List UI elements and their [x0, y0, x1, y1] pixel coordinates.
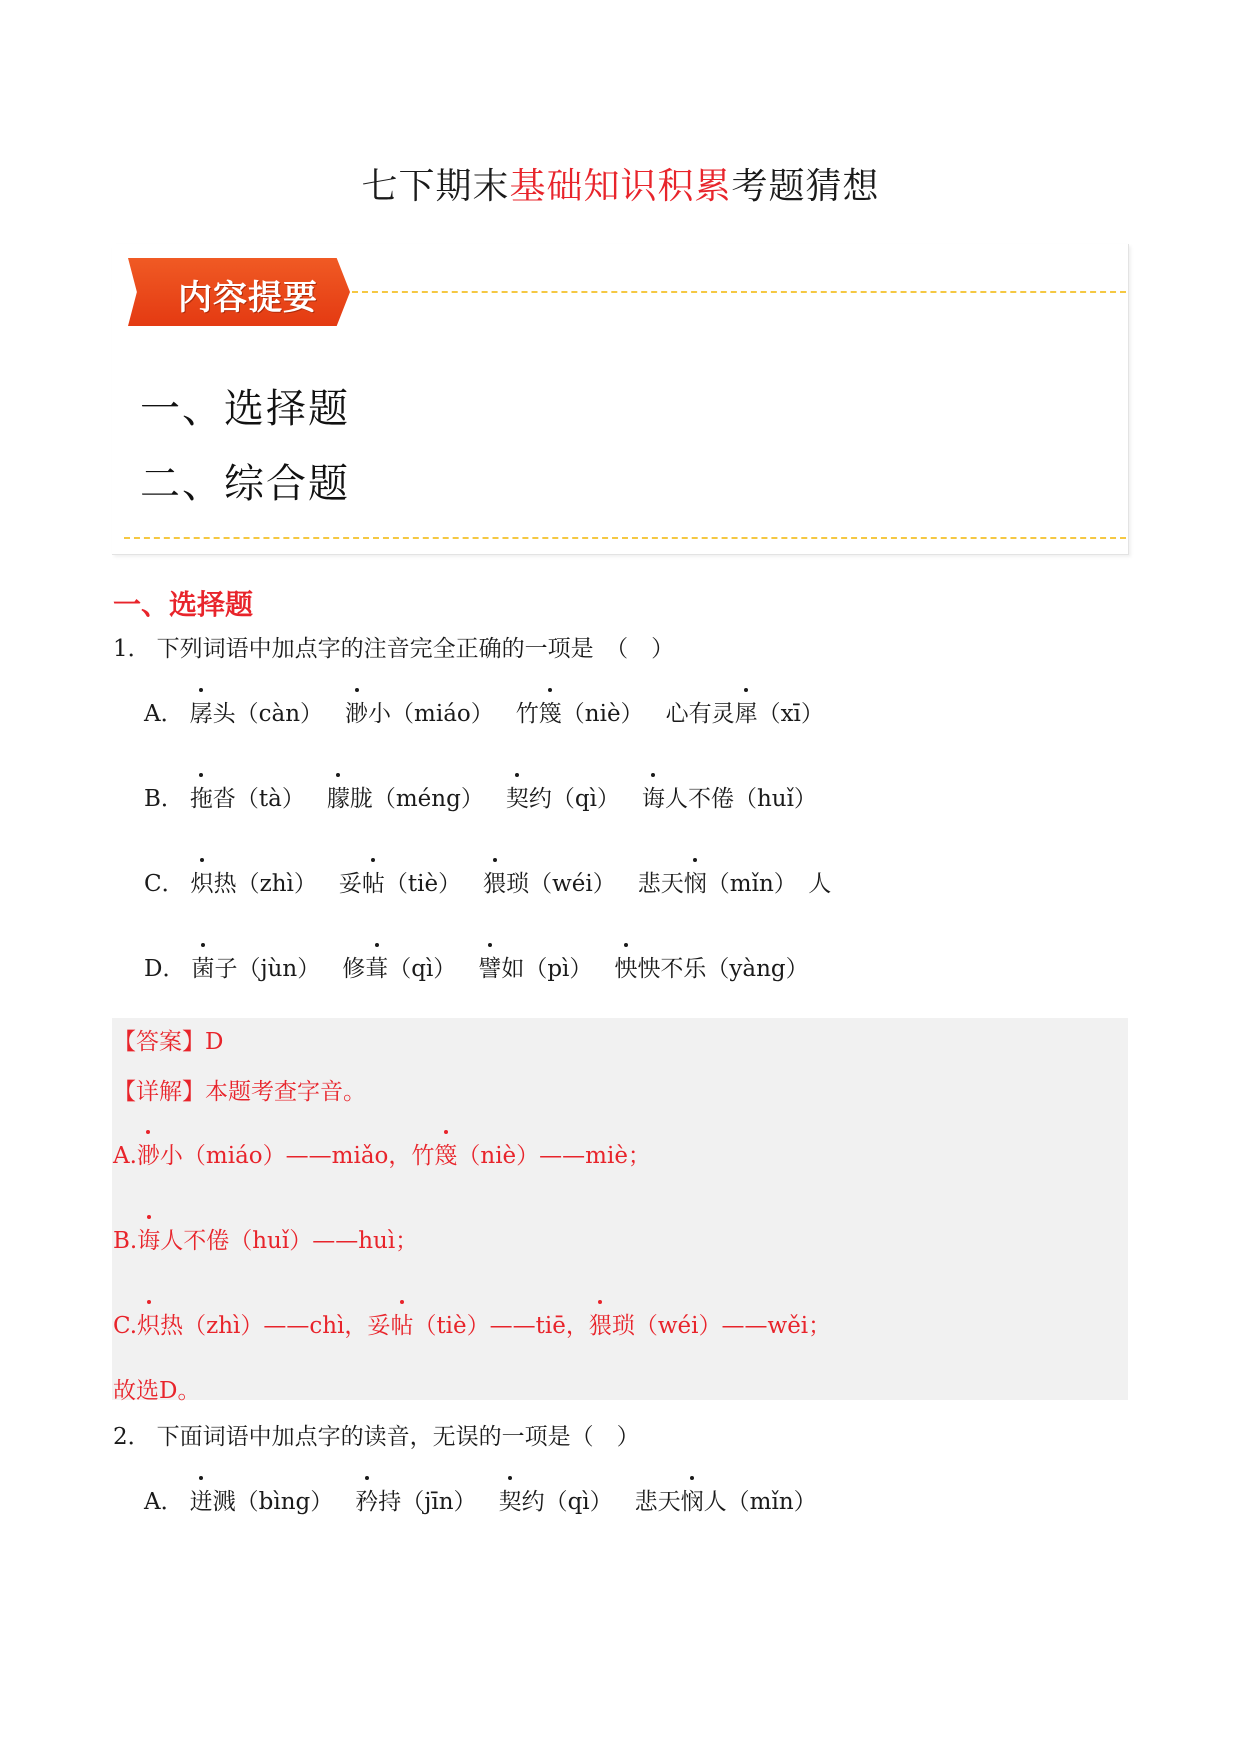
- option-word: 诲人不倦（huǐ）: [642, 786, 817, 812]
- option-label: A．: [144, 1489, 184, 1515]
- explanation-c: C.炽热（zhì）——chì，妥帖（tiè）——tiē，猥琐（wéi）——wěi；: [113, 1307, 831, 1340]
- q1-option-d: [144, 950, 831, 983]
- option-word: 契约（qì）: [506, 786, 620, 812]
- dotted-char: 犀: [735, 695, 758, 728]
- q2-option-a: [144, 1483, 839, 1516]
- dotted-char: 悯: [681, 1483, 704, 1516]
- option-label: A．: [144, 701, 184, 727]
- question-number: 1．: [113, 636, 151, 662]
- dotted-char: 葺: [365, 950, 388, 983]
- dotted-char: 篾: [539, 695, 562, 728]
- title-part-1: 七下期末: [361, 166, 510, 207]
- dotted-char: 孱: [190, 695, 213, 728]
- dotted-char: 渺: [137, 1137, 160, 1170]
- dotted-char: 炽: [137, 1307, 160, 1340]
- dotted-char: 怏: [614, 950, 637, 983]
- explanation-b: B.诲人不倦（huǐ）——huì；: [113, 1222, 418, 1255]
- summary-divider-top: [352, 291, 1126, 293]
- option-word: 猥琐（wéi）: [483, 871, 616, 897]
- dotted-char: 帖: [390, 1307, 413, 1340]
- dotted-char: 渺: [345, 695, 368, 728]
- dotted-char: 篾: [434, 1137, 457, 1170]
- dotted-char: 譬: [478, 950, 501, 983]
- q1-option-b: [144, 780, 839, 813]
- dotted-char: 帖: [362, 865, 385, 898]
- option-label: C．: [144, 871, 185, 897]
- toc-item-choice: 一、选择题: [140, 386, 350, 432]
- option-word: 孱头（càn）: [190, 701, 323, 727]
- option-word: 渺小（miáo）: [345, 701, 494, 727]
- dotted-char: 契: [499, 1483, 522, 1516]
- conclusion-line: 故选D。: [113, 1378, 201, 1404]
- question-stem: 下列词语中加点字的注音完全正确的一项是 （ ）: [156, 636, 675, 662]
- dotted-char: 拖: [190, 780, 213, 813]
- dotted-char: 猥: [483, 865, 506, 898]
- question-stem: 下面词语中加点字的读音，无误的一项是（ ）: [156, 1424, 640, 1450]
- dotted-char: 契: [506, 780, 529, 813]
- option-word: 矜持（jīn）: [355, 1489, 476, 1515]
- toc-item-comprehensive: 二、综合题: [140, 461, 350, 507]
- option-word: 悲天悯人（mǐn）: [635, 1489, 817, 1515]
- question-2: [113, 1418, 640, 1451]
- dotted-char: 迸: [190, 1483, 213, 1516]
- option-label: B．: [144, 786, 184, 812]
- option-word: 迸溅（bìng）: [190, 1489, 334, 1515]
- option-word: 炽热（zhì）: [191, 871, 317, 897]
- option-word: 修葺（qì）: [342, 956, 456, 982]
- option-word: 怏怏不乐（yàng）: [614, 956, 808, 982]
- section-heading: 一、选择题: [113, 588, 254, 621]
- question-1: [113, 630, 674, 663]
- dotted-char: 悯: [684, 865, 707, 898]
- title-part-2: 考题猜想: [731, 166, 880, 207]
- title-highlight: 基础知识积累: [509, 166, 732, 207]
- dotted-char: 猥: [589, 1307, 612, 1340]
- dotted-char: 诲: [642, 780, 665, 813]
- q1-option-c: [144, 865, 853, 898]
- option-word: 契约（qì）: [499, 1489, 613, 1515]
- summary-banner-label: 内容提要: [178, 278, 318, 318]
- option-word: 心有灵犀（xī）: [666, 701, 824, 727]
- dotted-char: 矜: [355, 1483, 378, 1516]
- dotted-char: 菌: [191, 950, 214, 983]
- answer-line: 【答案】D: [113, 1029, 224, 1055]
- q1-option-a: [144, 695, 846, 728]
- option-word: 拖沓（tà）: [190, 786, 305, 812]
- dotted-char: 朦: [327, 780, 350, 813]
- option-label: D．: [144, 956, 186, 982]
- option-word: 悲天悯（mǐn） 人: [638, 871, 831, 897]
- option-word: 菌子（jùn）: [191, 956, 320, 982]
- option-word: 竹篾（niè）: [516, 701, 644, 727]
- page-title: [0, 158, 1241, 209]
- explanation-a: A.渺小（miáo）——miǎo，竹篾（niè）——miè；: [113, 1137, 651, 1170]
- dotted-char: 诲: [137, 1222, 160, 1255]
- question-number: 2．: [113, 1424, 151, 1450]
- option-word: 朦胧（méng）: [327, 786, 484, 812]
- summary-divider-bottom: [124, 537, 1126, 539]
- option-word: 譬如（pì）: [478, 956, 592, 982]
- dotted-char: 炽: [191, 865, 214, 898]
- explanation-line: 【详解】本题考查字音。: [113, 1079, 366, 1105]
- option-word: 妥帖（tiè）: [339, 871, 461, 897]
